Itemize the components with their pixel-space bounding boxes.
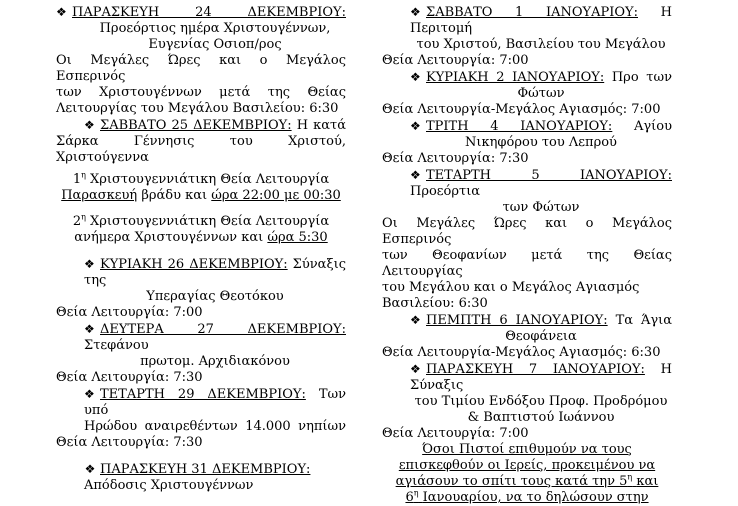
second-liturgy-title: $2^\eta$ Χριστουγεννιάτικη Θεία Λειτουργία xyxy=(72,212,330,229)
first-liturgy-time: Παρασκευή βράδυ και ώρα 22:00 με 00:30 xyxy=(61,188,341,203)
entry-jan-1 xyxy=(382,4,672,69)
entry-text: Απόδοσις Χριστουγέννων xyxy=(84,478,254,493)
entry-text: Νικηφόρου του Λεπρού xyxy=(465,135,617,150)
right-column xyxy=(382,4,672,506)
entry-dec-31 xyxy=(56,461,346,494)
entry-text: Ευγενίας Οσιοπ/ρος xyxy=(148,37,282,52)
liturgy-time: Θεία Λειτουργία-Μεγάλος Αγιασμός: 7:00 xyxy=(382,102,661,117)
entry-text: Προεόρτια xyxy=(410,184,481,199)
entry-text: του Τιμίου Ενδόξου Προφ. Προδρόμου xyxy=(414,394,668,409)
entry-jan-2 xyxy=(382,69,672,118)
entry-text: Σύναξις της xyxy=(84,257,346,288)
diamond-bullet-icon: ❖ xyxy=(84,322,95,336)
entry-text: πρωτομ. Αρχιδιακόνου xyxy=(140,354,290,369)
vespers-text: του Μεγάλου και ο Μεγάλος Αγιασμός xyxy=(382,280,640,295)
entry-heading: ΠΑΡΑΣΚΕΥΗ 24 ΔΕΚΕΜΒΡΙΟΥ: xyxy=(72,5,346,20)
entry-heading: ΤΡΙΤΗ 4 ΙΑΝΟΥΑΡΙΟΥ: xyxy=(426,119,613,134)
diamond-bullet-icon: ❖ xyxy=(410,70,421,84)
vespers-text: Οι Μεγάλες Ώρες και ο Μεγάλος Εσπερινός xyxy=(56,53,346,84)
vespers-text: Λειτουργίας του Μεγάλου Βασιλείου: 6:30 xyxy=(56,101,339,116)
entry-heading: ΠΑΡΑΣΚΕΥΗ 31 ΔΕΚΕΜΒΡΙΟΥ: xyxy=(100,462,311,477)
vespers-text: Βασιλείου: 6:30 xyxy=(382,296,488,311)
entry-heading: ΔΕΥΤΕΡΑ 27 ΔΕΚΕΜΒΡΙΟΥ: xyxy=(100,322,346,337)
liturgy-time: Θεία Λειτουργία: 7:00 xyxy=(382,53,529,68)
entry-text: Η Σύναξις xyxy=(410,362,672,393)
liturgy-time: Θεία Λειτουργία: 7:30 xyxy=(382,151,529,166)
liturgy-time: Θεία Λειτουργία: 7:00 xyxy=(382,426,529,441)
blessing-notice: Όσοι Πιστοί επιθυμούν να τους επισκεφθούν οι Ιερείς, προκειμένου να αγιάσουν το σπίτι τους κατά την $5^\eta$ και $6^\eta$ Ιανουαρίου, να το δηλώσουν στην xyxy=(395,442,659,505)
notice-text: Όσοι Πιστοί επιθυμούν να τους xyxy=(422,442,632,457)
entry-text: Η Περιτομή xyxy=(410,5,672,36)
vespers-text: των Χριστουγέννων μετά της Θείας xyxy=(56,85,346,100)
diamond-bullet-icon: ❖ xyxy=(84,387,95,401)
diamond-bullet-icon: ❖ xyxy=(84,462,96,476)
left-column xyxy=(56,4,346,494)
diamond-bullet-icon: ❖ xyxy=(84,118,95,132)
entry-dec-25 xyxy=(56,117,346,166)
liturgy-time: Θεία Λειτουργία: 7:00 xyxy=(56,305,203,320)
entry-dec-24 xyxy=(56,4,346,53)
first-liturgy-title: $1^\eta$ Χριστουγεννιάτικη Θεία Λειτουργία xyxy=(72,170,330,187)
entry-text: Υπεραγίας Θεοτόκου xyxy=(146,289,284,304)
entry-jan-6 xyxy=(382,312,672,361)
entry-text: Αγίου xyxy=(634,119,672,134)
entry-dec-27 xyxy=(56,321,346,386)
entry-text: Ηρώδου αναιρεθέντων 14.000 νηπίων xyxy=(84,419,346,434)
entry-heading: ΠΑΡΑΣΚΕΥΗ 7 ΙΑΝΟΥΑΡΙΟΥ: xyxy=(426,362,645,377)
liturgy-time: Θεία Λειτουργία-Μεγάλος Αγιασμός: 6:30 xyxy=(382,345,661,360)
entry-text: Των υπό xyxy=(84,387,346,418)
entry-text: των Φώτων xyxy=(502,200,580,215)
diamond-bullet-icon: ❖ xyxy=(410,119,421,133)
entry-jan-4 xyxy=(382,118,672,167)
entry-heading: ΤΕΤΑΡΤΗ 29 ΔΕΚΕΜΒΡΙΟΥ: xyxy=(100,387,306,402)
diamond-bullet-icon: ❖ xyxy=(56,5,67,19)
entry-text: Τα Άγια xyxy=(615,313,672,328)
entry-jan-5 xyxy=(382,167,672,216)
entry-heading: ΣΑΒΒΑΤΟ 1 ΙΑΝΟΥΑΡΙΟΥ: xyxy=(426,5,638,20)
entry-text: Σάρκα Γέννησις του Χριστού, xyxy=(56,134,346,149)
entry-text: Φώτων xyxy=(517,86,565,101)
entry-dec-29 xyxy=(56,386,346,451)
entry-text: Προ των xyxy=(611,70,672,85)
entry-text: του Χριστού, Βασιλείου του Μεγάλου xyxy=(416,37,666,52)
entry-text: Χριστούγεννα xyxy=(56,150,149,165)
entry-dec-26 xyxy=(56,256,346,321)
notice-text: επισκεφθούν οι Ιερείς, προκειμένου να xyxy=(398,458,656,473)
entry-heading: ΚΥΡΙΑΚΗ 2 ΙΑΝΟΥΑΡΙΟΥ: xyxy=(426,70,605,85)
diamond-bullet-icon: ❖ xyxy=(410,362,421,376)
entry-heading: ΤΕΤΑΡΤΗ 5 ΙΑΝΟΥΑΡΙΟΥ: xyxy=(426,168,672,183)
liturgy-time: Θεία Λειτουργία: 7:30 xyxy=(56,435,203,450)
diamond-bullet-icon: ❖ xyxy=(84,257,95,271)
entry-text: & Βαπτιστού Ιωάννου xyxy=(467,410,615,425)
vespers-text: Οι Μεγάλες Ώρες και ο Μεγάλος Εσπερινός xyxy=(382,216,672,247)
entry-heading: ΚΥΡΙΑΚΗ 26 ΔΕΚΕΜΒΡΙΟΥ: xyxy=(100,257,288,272)
entry-text: Η κατά xyxy=(296,118,347,133)
entry-text: Θεοφάνεια xyxy=(505,329,577,344)
entry-jan-7 xyxy=(382,361,672,442)
entry-text: Προεόρτιος ημέρα Χριστουγέννων, xyxy=(99,21,331,36)
entry-text: Στεφάνου xyxy=(84,338,149,353)
vespers-text: των Θεοφανίων μετά της Θείας Λειτουργίας xyxy=(382,248,672,279)
diamond-bullet-icon: ❖ xyxy=(410,313,421,327)
second-liturgy-time: ανήμερα Χριστουγέννων και ώρα 5:30 xyxy=(74,230,328,245)
entry-heading: ΠΕΜΠΤΗ 6 ΙΑΝΟΥΑΡΙΟΥ: xyxy=(426,313,608,328)
diamond-bullet-icon: ❖ xyxy=(410,5,421,19)
diamond-bullet-icon: ❖ xyxy=(410,168,421,182)
entry-heading: ΣΑΒΒΑΤΟ 25 ΔΕΚΕΜΒΡΙΟΥ: xyxy=(100,118,292,133)
liturgy-time: Θεία Λειτουργία: 7:30 xyxy=(56,370,203,385)
